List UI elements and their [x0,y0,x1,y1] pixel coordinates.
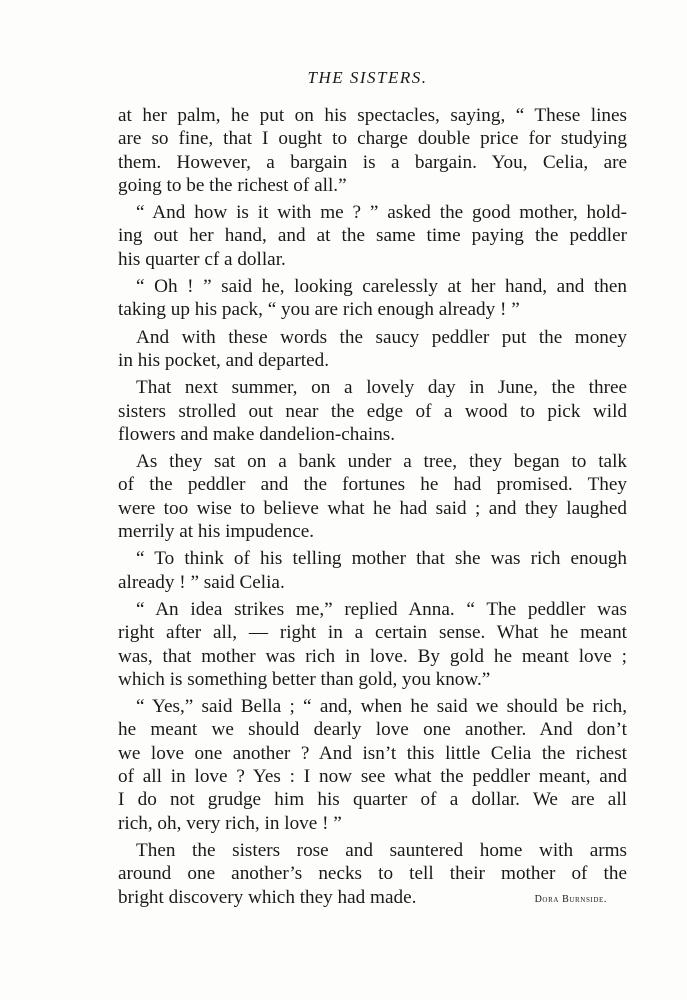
text-line: “ And how is it with me ? ” asked the good mother, hold- [136,202,627,224]
text-line: going to be the richest of all.” [118,174,347,196]
text-line: “ To think of his telling mother that she was rich enough [136,548,627,570]
text-line: are so fine, that I ought to charge double price for studying [118,128,627,150]
text-line: taking up his pack, “ you are rich enough already ! ” [118,299,520,321]
paragraph [118,104,627,197]
text-line: sisters strolled out near the edge of a wood to pick wild [118,400,627,422]
text-line: bright discovery which they had made. [118,886,417,908]
text-line: already ! ” said Celia. [118,571,285,593]
text-line: Then the sisters rose and sauntered home with arms [136,839,627,861]
text-line: of all in love ? Yes : I now see what the peddler meant, and [118,766,627,788]
text-line-with-signature [118,886,627,909]
text-line: As they sat on a bank under a tree, they began to talk [136,451,627,473]
paragraph [118,201,627,271]
text-line: flowers and make dandelion-chains. [118,423,396,445]
text-line: he meant we should dearly love one another. And don’t [118,719,627,741]
text-line: was, that mother was rich in love. By gold he meant love ; [118,645,627,667]
author-signature: Dora Burnside. [534,893,607,905]
text-line: merrily at his impudence. [118,521,315,543]
paragraph [118,450,627,543]
text-line: “ Yes,” said Bella ; “ and, when he said we should be rich, [136,696,627,718]
text-line: right after all, — right in a certain sense. What he meant [118,622,627,644]
text-line: And with these words the saucy peddler put the money [136,326,627,348]
text-line: we love one another ? And isn’t this little Celia the richest [118,742,627,764]
text-line: I do not grudge him his quarter of a dollar. We are all [118,789,627,811]
text-line: his quarter cf a dollar. [118,248,286,270]
paragraph [118,326,627,373]
text-line: in his pocket, and departed. [118,349,329,371]
text-line: ing out her hand, and at the same time paying the peddler [118,225,627,247]
text-line: “ Oh ! ” said he, looking carelessly at her hand, and then [136,276,627,298]
paragraph [118,275,627,322]
text-line: at her palm, he put on his spectacles, saying, “ These lines [118,105,627,126]
paragraph [118,598,627,691]
text-line: rich, oh, very rich, in love ! ” [118,812,342,834]
text-line: of the peddler and the fortunes he had promised. They [118,474,627,496]
paragraph [118,695,627,835]
text-line: were too wise to believe what he had said ; and they laughed [118,497,627,519]
text-line: which is something better than gold, you know.” [118,668,491,690]
paragraph [118,839,627,909]
text-line: That next summer, on a lovely day in June, the three [136,377,627,399]
running-head: THE SISTERS. [307,68,428,87]
paragraph [118,376,627,446]
text-line: them. However, a bargain is a bargain. You, Celia, are [118,151,627,173]
body-text [118,104,627,909]
text-line: “ An idea strikes me,” replied Anna. “ The peddler was [136,598,627,620]
text-line: around one another’s necks to tell their mother of the [118,863,627,885]
paragraph [118,547,627,594]
